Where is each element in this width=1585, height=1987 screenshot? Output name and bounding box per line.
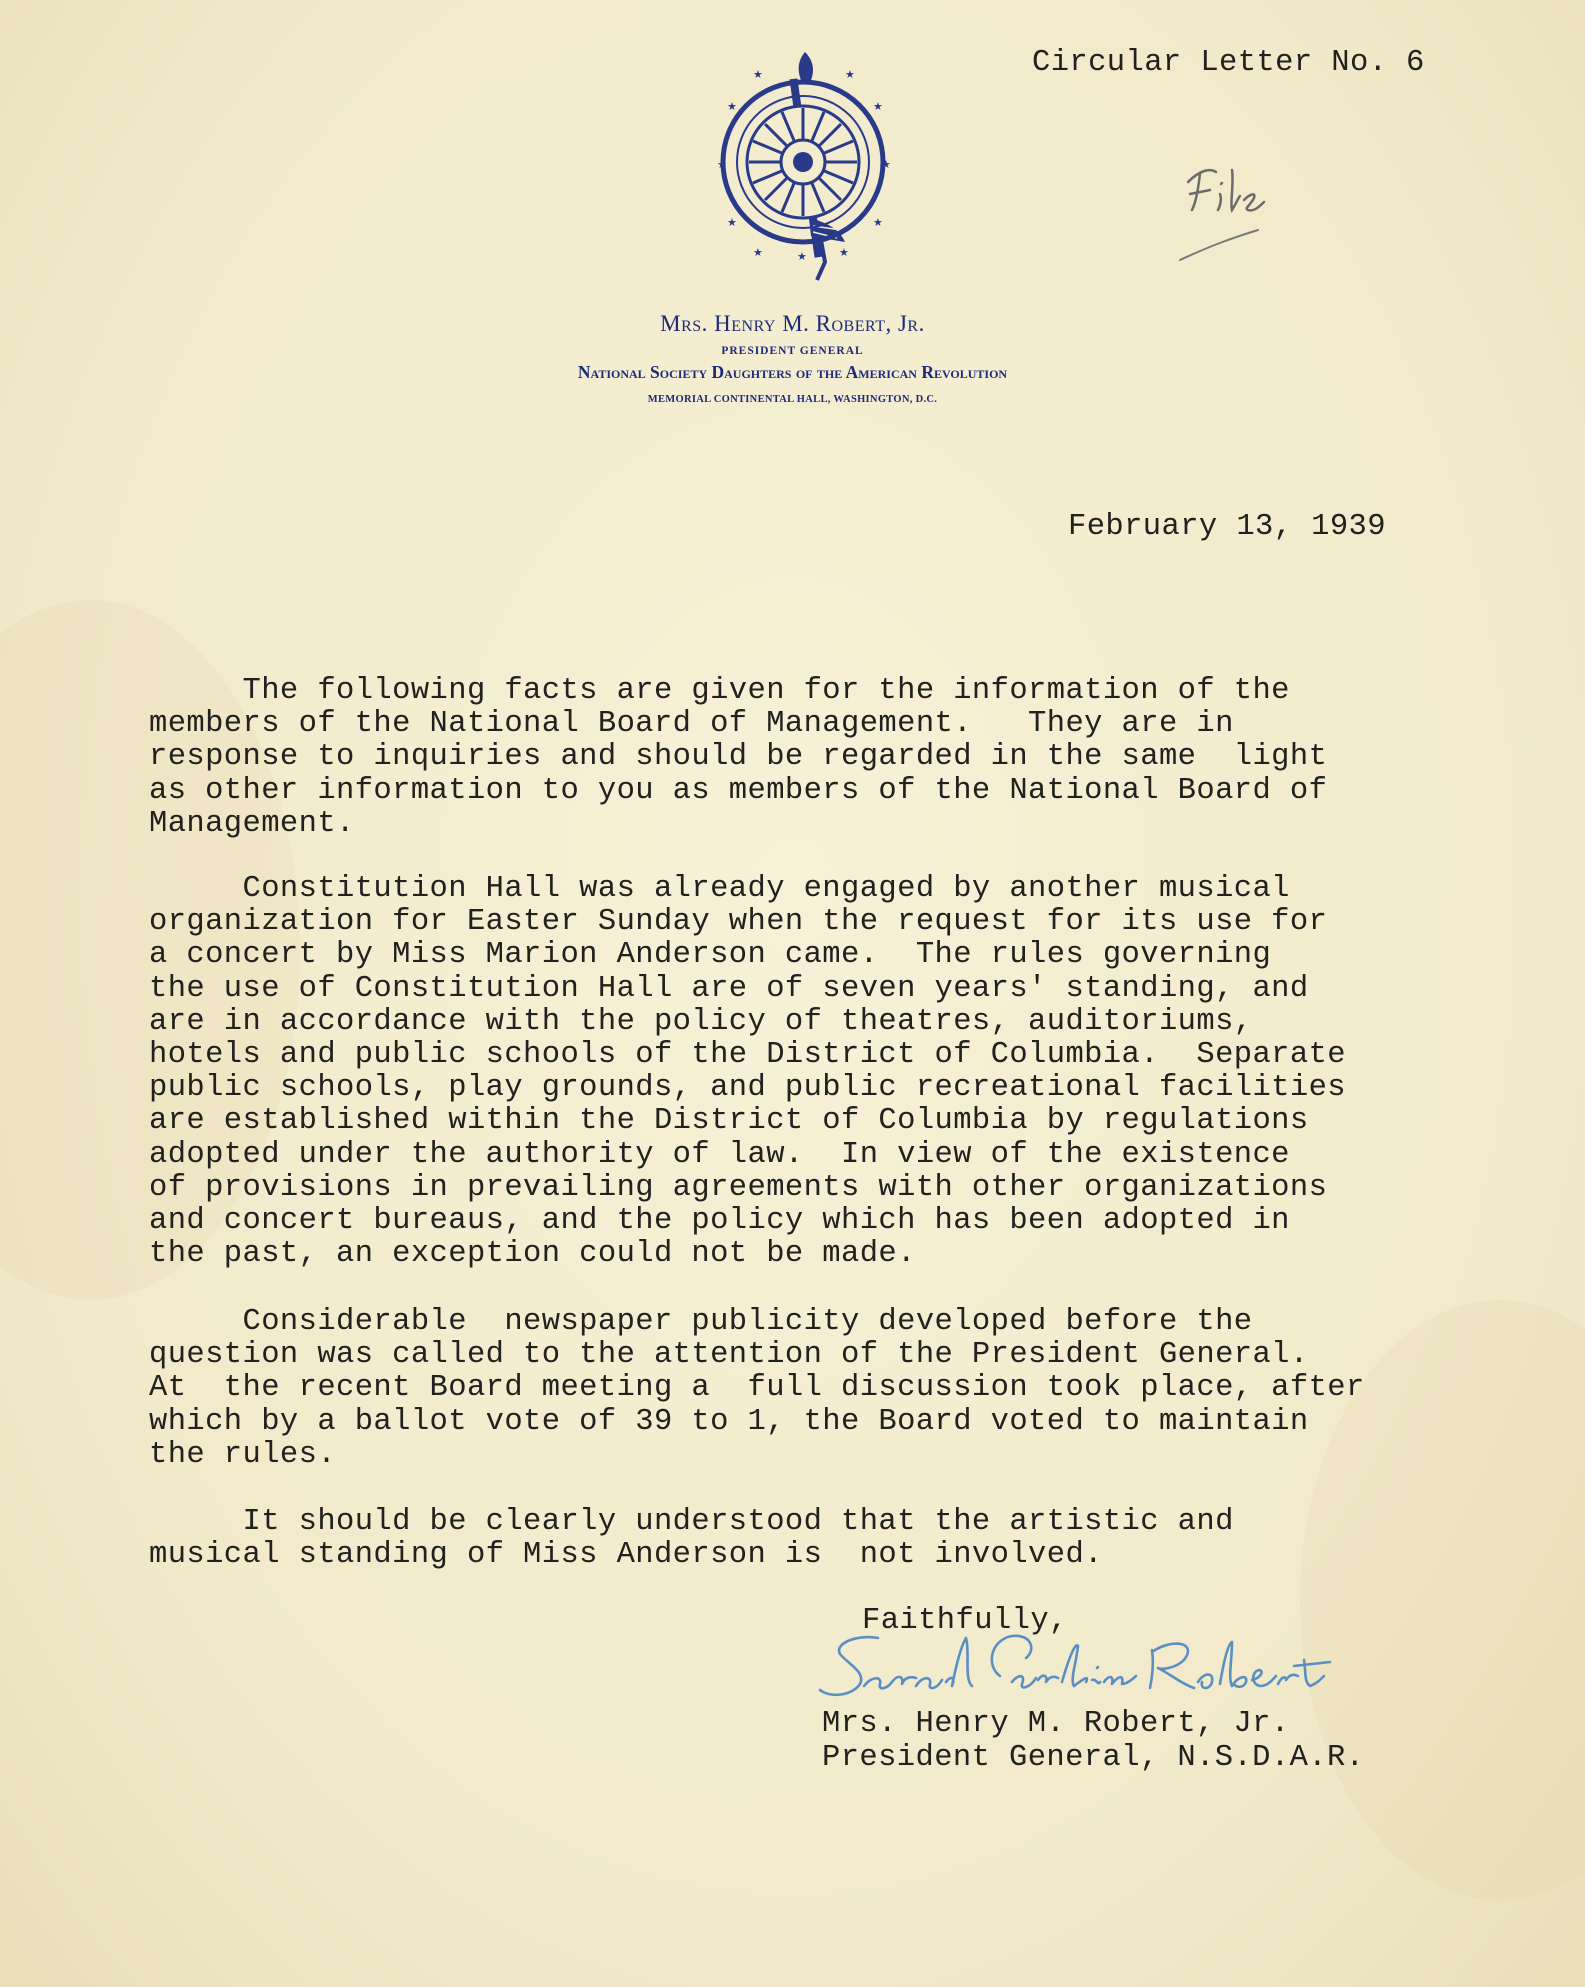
circular-letter-number: Circular Letter No. 6 [1032,46,1425,80]
dar-seal-logo [713,50,893,290]
svg-text:★: ★ [727,100,737,113]
svg-text:★: ★ [845,68,855,81]
svg-text:★: ★ [881,158,891,171]
svg-text:★: ★ [727,216,737,229]
letterhead-name: Mrs. Henry M. Robert, Jr. [660,311,925,336]
svg-text:★: ★ [753,68,763,81]
body-paragraph: The following facts are given for the information of the members of the National Board of Management. They are in response to inquiries and should be regarded in the same light as other information to you as members of the National Board of Management. [149,674,1328,841]
signatory-name: Mrs. Henry M. Robert, Jr. [822,1707,1290,1741]
handwritten-file-note [1170,150,1340,270]
svg-text:★: ★ [873,100,883,113]
body-paragraph: Constitution Hall was already engaged by another musical organization for Easter Sunday when the request for its use for a concert by Miss Marion Anderson came. The rules governing the use of Constitution Hall are of seven years' standing, and are in accordance with the policy of theatres, auditoriums, hotels and public schools of the District of Columbia. Separate public schools, play grounds, and public recreational facilities are established within the District of Columbia by regulations adopted under the authority of law. In view of the existence of provisions in prevailing agreements with other organizations and concert bureaus, and the policy which has been adopted in the past, an exception could not be made. [149,872,1346,1272]
closing-salutation: Faithfully, [862,1604,1068,1638]
signatory-title: President General, N.S.D.A.R. [822,1741,1365,1775]
letterhead-title: PRESIDENT GENERAL [721,345,864,357]
body-paragraph: Considerable newspaper publicity developed before the question was called to the attention of the President General. At the recent Board meeting a full discussion took place, after which by a ballot vote of 39 to 1, the Board voted to maintain the rules. [149,1305,1365,1472]
letter-date: February 13, 1939 [1068,510,1386,544]
svg-text:★: ★ [873,216,883,229]
svg-text:★: ★ [839,246,849,259]
svg-text:★: ★ [753,246,763,259]
letterhead-address: MEMORIAL CONTINENTAL HALL, WASHINGTON, D.C. [647,394,938,405]
handwritten-signature [800,1620,1380,1715]
svg-text:★: ★ [717,158,727,171]
svg-text:★: ★ [797,250,807,263]
letterhead-society: National Society Daughters of the American Revolution [577,362,1008,382]
body-paragraph: It should be clearly understood that the artistic and musical standing of Miss Anderson is not involved. [149,1505,1234,1573]
